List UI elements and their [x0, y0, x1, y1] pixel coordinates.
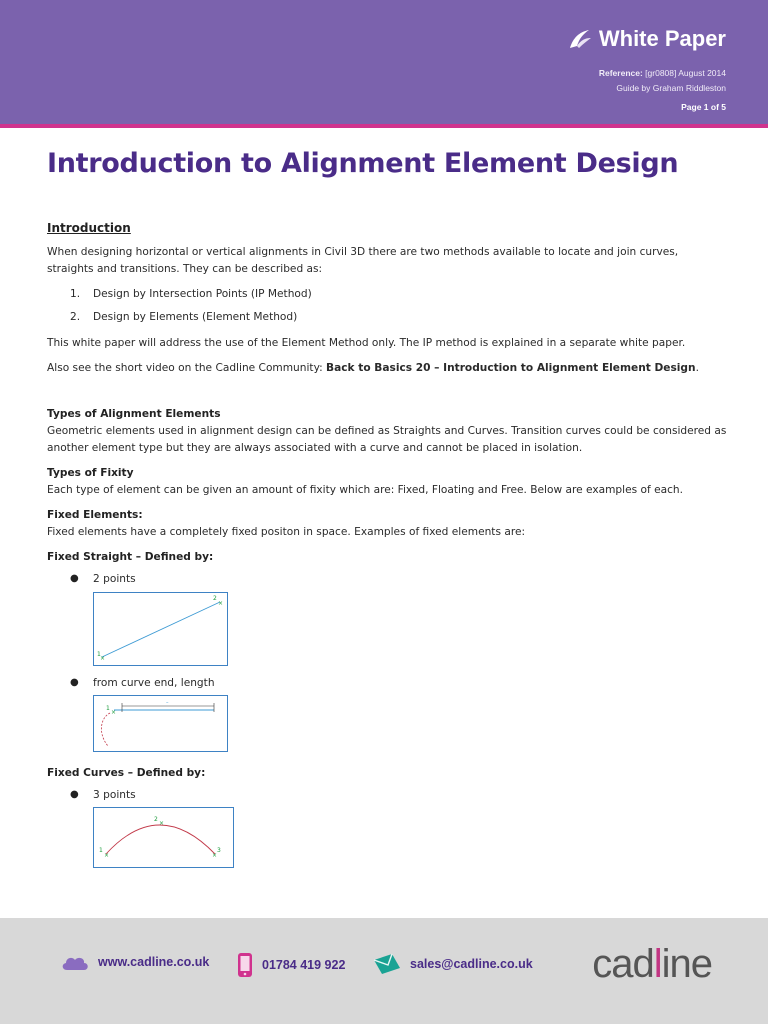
fixed-paragraph: Fixed elements have a completely fixed positon in space. Examples of fixed elements are:	[47, 526, 526, 538]
types-heading: Types of Alignment Elements	[47, 408, 221, 420]
bullet-dot: ●	[70, 677, 79, 688]
reference-value: [gr0808] August 2014	[645, 68, 726, 78]
fixed-curves-heading: Fixed Curves – Defined by:	[47, 767, 206, 779]
svg-text:×: ×	[159, 820, 165, 827]
guide-author: Guide by Graham Riddleston	[616, 83, 726, 93]
bullet-dot: ●	[70, 789, 79, 800]
fig3-label-1: 1	[99, 847, 103, 854]
leaf-logo-icon	[567, 28, 593, 50]
footer-phone-text[interactable]: 01784 419 922	[262, 958, 346, 972]
logo-part-a: cad	[592, 942, 654, 986]
bullet-curve-end-length: from curve end, length	[93, 677, 215, 689]
video-link[interactable]: Back to Basics 20 – Introduction to Alignment Element Design	[326, 362, 696, 374]
header-rule	[0, 124, 768, 128]
fig3-label-2: 2	[154, 816, 158, 823]
bullet-three-points: 3 points	[93, 789, 136, 801]
footer-web-text[interactable]: www.cadline.co.uk	[98, 955, 210, 969]
svg-text:–: –	[166, 700, 169, 706]
list-number-2: 2.	[70, 311, 81, 323]
brand-label: White Paper	[598, 26, 726, 51]
figure-three-point-curve	[93, 807, 234, 868]
figure-curve-end-length	[93, 695, 228, 752]
types-paragraph: Geometric elements used in alignment design can be defined as Straights and Curves. Transition curves could be considered as another element type but they are always associated with a curve and cannot be placed in isolation.	[47, 425, 727, 454]
svg-text:×: ×	[104, 852, 110, 859]
page-number: Page 1 of 5	[681, 102, 726, 112]
bullet-two-points: 2 points	[93, 573, 136, 585]
video-reference	[47, 360, 727, 377]
fig1-label-2: 2	[213, 595, 217, 602]
bullet-dot: ●	[70, 573, 79, 584]
reference-label: Reference:	[598, 68, 643, 78]
intro-heading: Introduction	[47, 221, 131, 235]
intro-paragraph-2: This white paper will address the use of the Element Method only. The IP method is explained in a separate white paper.	[47, 337, 686, 349]
list-item-2: Design by Elements (Element Method)	[93, 311, 298, 323]
phone-icon	[236, 952, 254, 978]
fixed-straight-heading: Fixed Straight – Defined by:	[47, 551, 214, 563]
footer-web[interactable]	[60, 952, 209, 972]
video-prefix: Also see the short video on the Cadline Community:	[47, 362, 327, 374]
logo-part-b: l	[653, 942, 662, 986]
cloud-icon	[60, 952, 90, 972]
fixity-heading: Types of Fixity	[47, 467, 134, 479]
list-item-1: Design by Intersection Points (IP Method)	[93, 288, 312, 300]
video-suffix: .	[695, 362, 699, 374]
fixed-heading: Fixed Elements:	[47, 509, 143, 521]
svg-text:×: ×	[100, 655, 106, 662]
fig3-label-3: 3	[217, 847, 221, 854]
fig2-label-1: 1	[106, 705, 110, 712]
cadline-logo	[592, 942, 712, 987]
intro-paragraph: When designing horizontal or vertical alignments in Civil 3D there are two methods available to locate and join curves, straights and transitions. They can be described as:	[47, 246, 679, 275]
footer-email[interactable]	[372, 952, 533, 976]
footer-email-text[interactable]: sales@cadline.co.uk	[410, 957, 533, 971]
svg-text:×: ×	[218, 600, 224, 607]
list-number-1: 1.	[70, 288, 81, 300]
doc-meta	[599, 66, 726, 115]
figure-two-point-straight	[93, 592, 228, 666]
svg-text:×: ×	[212, 852, 218, 859]
envelope-icon	[372, 952, 402, 976]
brand	[567, 26, 726, 52]
footer-phone[interactable]	[236, 952, 345, 978]
logo-part-c: ine	[661, 942, 712, 986]
fixity-paragraph: Each type of element can be given an amount of fixity which are: Fixed, Floating and Free. Below are examples of each.	[47, 484, 683, 496]
fig1-label-1: 1	[97, 651, 101, 658]
svg-text:×: ×	[111, 709, 117, 716]
page-title: Introduction to Alignment Element Design	[47, 148, 679, 179]
